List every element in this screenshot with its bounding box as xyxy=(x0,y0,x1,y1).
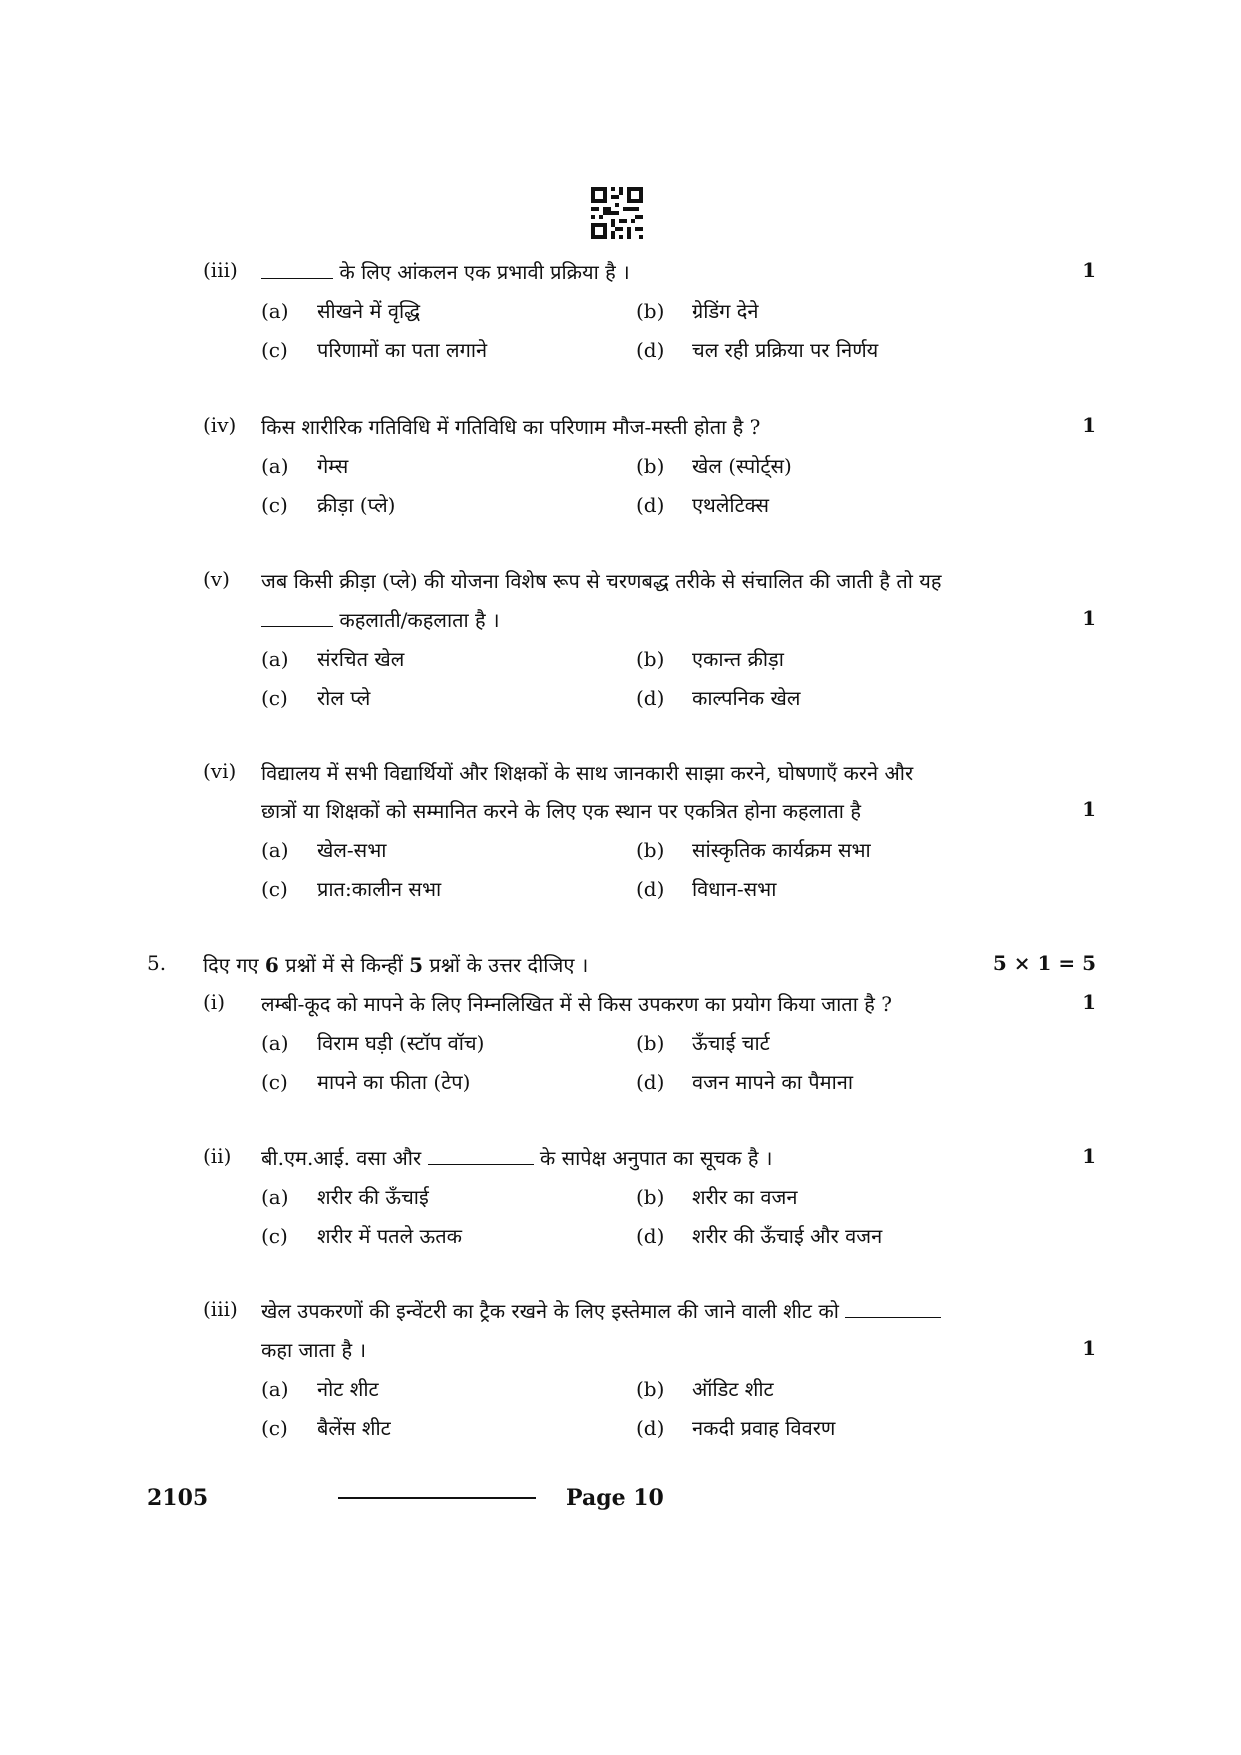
qr-code-icon xyxy=(591,187,643,239)
question-text: खेल उपकरणों की इन्वेंटरी का ट्रैक रखने के लिए इस्तेमाल की जाने वाली शीट को xyxy=(261,1297,941,1324)
option-c: (c) मापने का फीता (टेप) xyxy=(261,1070,471,1094)
question-number: (iii) xyxy=(203,258,238,282)
question-marks: 1 xyxy=(1082,1336,1096,1360)
footer-divider xyxy=(338,1497,536,1499)
question-marks: 1 xyxy=(1082,990,1096,1014)
question-marks: 1 xyxy=(1082,413,1096,437)
option-b: (b) सांस्कृतिक कार्यक्रम सभा xyxy=(636,838,871,862)
question-text: विद्यालय में सभी विद्यार्थियों और शिक्षकों के साथ जानकारी साझा करने, घोषणाएँ करने और xyxy=(261,761,914,785)
question-number: (i) xyxy=(203,990,226,1014)
option-a: (a) शरीर की ऊँचाई xyxy=(261,1185,429,1209)
option-d: (d) शरीर की ऊँचाई और वजन xyxy=(636,1224,883,1248)
question-marks: 1 xyxy=(1082,797,1096,821)
question-number: (v) xyxy=(203,567,230,591)
option-d: (d) वजन मापने का पैमाना xyxy=(636,1070,854,1094)
question-number: (iii) xyxy=(203,1297,238,1321)
answer-blank xyxy=(845,1299,941,1318)
option-d: (d) एथलेटिक्स xyxy=(636,493,769,517)
option-d: (d) चल रही प्रक्रिया पर निर्णय xyxy=(636,338,879,362)
question-text: जब किसी क्रीड़ा (प्ले) की योजना विशेष रूप से चरणबद्ध तरीके से संचालित की जाती है तो यह xyxy=(261,569,942,593)
option-a: (a) खेल-सभा xyxy=(261,838,387,862)
question-text-continued: कहलाती/कहलाता है । xyxy=(261,606,500,633)
option-b: (b) ऊँचाई चार्ट xyxy=(636,1031,770,1055)
option-c: (c) बैलेंस शीट xyxy=(261,1416,391,1440)
option-b: (b) ग्रेडिंग देने xyxy=(636,299,759,323)
option-c: (c) क्रीड़ा (प्ले) xyxy=(261,493,396,517)
question-5-number: 5. xyxy=(147,951,167,975)
option-a: (a) नोट शीट xyxy=(261,1377,379,1401)
question-number: (ii) xyxy=(203,1144,232,1168)
question-text-continued: छात्रों या शिक्षकों को सम्मानित करने के लिए एक स्थान पर एकत्रित होना कहलाता है xyxy=(261,799,861,823)
option-d: (d) नकदी प्रवाह विवरण xyxy=(636,1416,836,1440)
option-a: (a) गेम्स xyxy=(261,454,349,478)
question-text-continued: कहा जाता है । xyxy=(261,1338,367,1362)
option-b: (b) ऑडिट शीट xyxy=(636,1377,774,1401)
question-text: के लिए आंकलन एक प्रभावी प्रक्रिया है । xyxy=(261,258,630,285)
question-text: लम्बी-कूद को मापने के लिए निम्नलिखित में से किस उपकरण का प्रयोग किया जाता है ? xyxy=(261,992,892,1016)
answer-blank xyxy=(261,608,333,627)
option-a: (a) विराम घड़ी (स्टॉप वॉच) xyxy=(261,1031,485,1055)
option-d: (d) विधान-सभा xyxy=(636,877,777,901)
option-c: (c) शरीर में पतले ऊतक xyxy=(261,1224,462,1248)
option-c: (c) परिणामों का पता लगाने xyxy=(261,338,488,362)
question-marks: 1 xyxy=(1082,606,1096,630)
question-text: बी.एम.आई. वसा और के सापेक्ष अनुपात का सूचक है । xyxy=(261,1146,773,1170)
answer-blank xyxy=(261,260,333,279)
option-c: (c) प्रात:कालीन सभा xyxy=(261,877,442,901)
option-b: (b) एकान्त क्रीड़ा xyxy=(636,647,784,671)
option-b: (b) खेल (स्पोर्ट्स) xyxy=(636,454,792,478)
option-b: (b) शरीर का वजन xyxy=(636,1185,798,1209)
question-number: (vi) xyxy=(203,759,237,783)
option-a: (a) सीखने में वृद्धि xyxy=(261,299,421,323)
question-marks: 1 xyxy=(1082,258,1096,282)
answer-blank xyxy=(428,1146,534,1165)
page-number: Page 10 xyxy=(566,1485,664,1511)
question-5-instruction: दिए गए 6 प्रश्नों में से किन्हीं 5 प्रश्नों के उत्तर दीजिए । xyxy=(203,953,589,977)
question-5-total-marks: 5 × 1 = 5 xyxy=(992,951,1096,975)
option-c: (c) रोल प्ले xyxy=(261,686,371,710)
question-number: (iv) xyxy=(203,413,237,437)
option-a: (a) संरचित खेल xyxy=(261,647,405,671)
question-marks: 1 xyxy=(1082,1144,1096,1168)
question-text: किस शारीरिक गतिविधि में गतिविधि का परिणाम मौज-मस्ती होता है ? xyxy=(261,415,761,439)
option-d: (d) काल्पनिक खेल xyxy=(636,686,801,710)
paper-code: 2105 xyxy=(147,1485,209,1511)
